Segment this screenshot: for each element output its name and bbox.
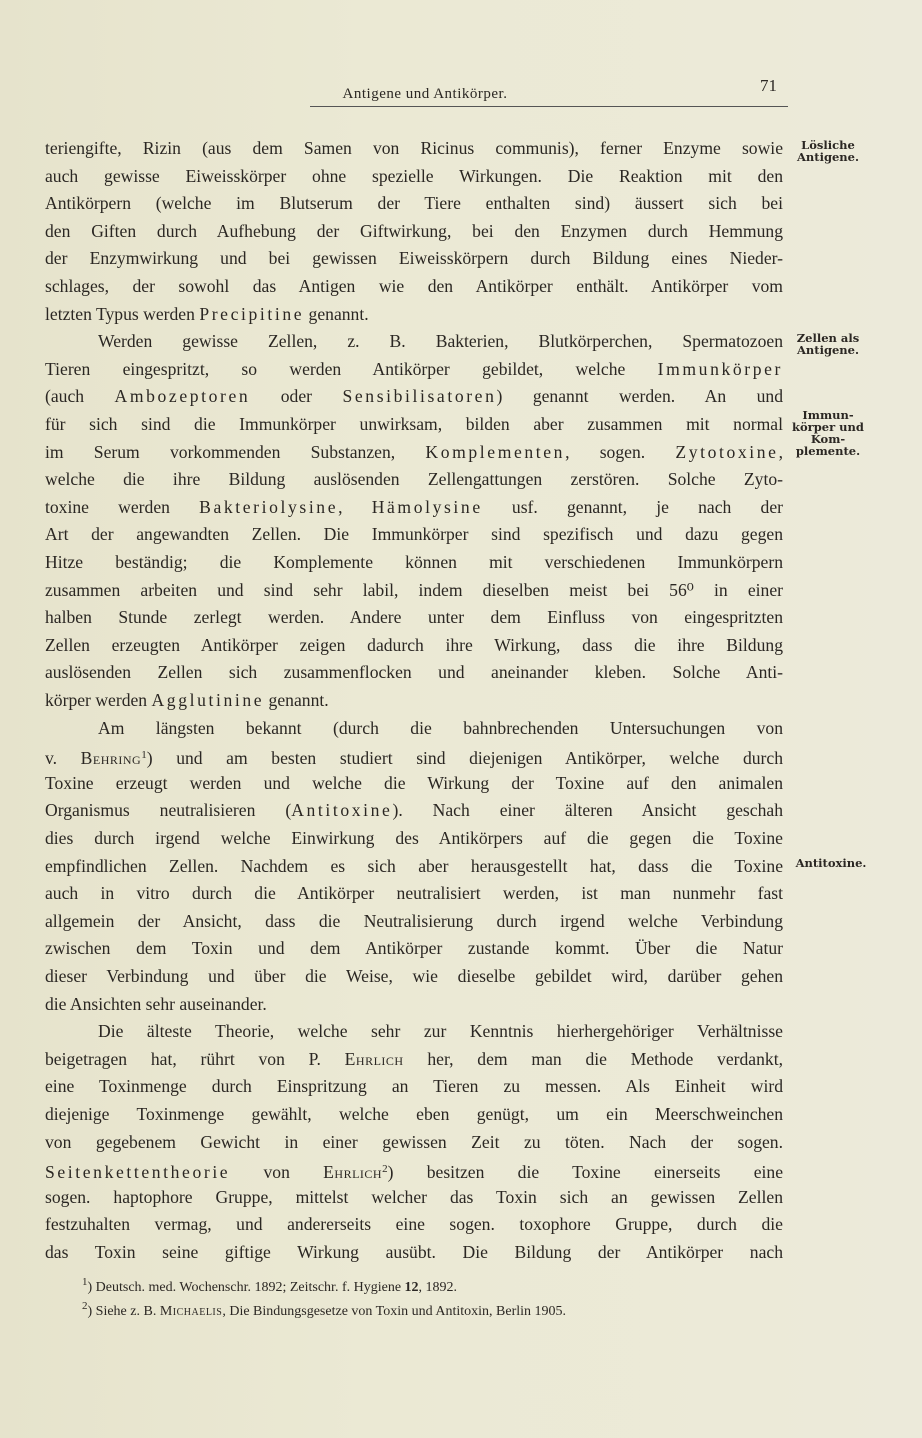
body-line [45,1103,783,1125]
text-run: ) genannt werden. An und [496,386,784,407]
text-run: (auch [45,386,115,407]
text-run: allgemein der Ansicht, dass die Neutralisierung durch irgend welche Verbindung [45,910,783,931]
text-run: , Die Bindungsgesetze von Toxin und Antitoxin, Berlin 1905. [222,1304,567,1319]
emphasized-term: Seitenkettentheorie [45,1162,231,1183]
author-name: Michaelis [159,1304,223,1319]
text-run: , [338,496,372,517]
text-run: Werden gewisse Zellen, z. B. Bakterien, Blutkörperchen, Spermatozoen [98,331,783,352]
body-line [45,579,783,601]
body-line [45,385,783,407]
text-run: oder [250,386,343,407]
text-run: empfindlichen Zellen. Nachdem es sich aber herausgestellt hat, dass die Toxine [45,855,783,876]
emphasized-term: Agglutinine [151,690,265,710]
body-line [45,1213,783,1235]
text-run: 12 [404,1280,419,1295]
body-line [45,275,783,297]
body-line [45,689,783,711]
text-run: auch gewisse Eiweisskörper ohne spezielle Wirkungen. Die Reaktion mit den [45,165,783,186]
body-line [45,551,783,573]
author-name: Ehrlich [323,1162,383,1183]
page-number: 71 [760,76,777,95]
author-name: Behring [80,748,142,769]
emphasized-term: Antitoxine [291,800,393,821]
body-line [45,910,783,932]
text-run: Art der angewandten Zellen. Die Immunkörper sind spezifisch und dazu gegen [45,524,783,545]
text-run: das Toxin seine giftige Wirkung ausübt. Die Bildung der Antikörper nach [45,1242,783,1262]
body-line [45,413,783,435]
text-run: letzten Typus werden [45,303,200,324]
text-run: zusammen arbeiten und sind sehr labil, indem dieselben meist bei 56⁰ in einer [45,579,783,600]
text-run: die Ansichten sehr auseinander. [45,993,267,1014]
text-run: von gegebenem Gewicht in einer gewissen Zeit zu töten. Nach der sogen. [45,1131,783,1152]
text-run: , sogen. [565,441,676,462]
footnote-marker: 2 [382,1163,388,1176]
text-run: teriengifte, Rizin (aus dem Samen von Ricinus communis), ferner Enzyme sowie [45,138,783,158]
body-line [45,1048,783,1070]
text-run: dies durch irgend welche Einwirkung des Antikörpers auf die gegen die Toxine [45,828,783,848]
footnote-marker: 1 [82,1276,88,1288]
body-line [45,441,783,463]
text-run: ) Deutsch. med. Wochenschr. 1892; Zeitschr. f. Hygiene [87,1280,405,1295]
text-run: beigetragen hat, rührt von P. [45,1048,345,1069]
text-run: ) Siehe z. B. [87,1304,160,1319]
text-run: im Serum vorkommenden Substanzen, [45,441,426,462]
body-line [45,993,783,1015]
text-run: schlages, der sowohl das Antigen wie den Antikörper enthält. Antikörper vom [45,276,783,296]
text-run: , 1892. [418,1280,458,1295]
text-run: Die älteste Theorie, welche sehr zur Kenntnis hierhergehöriger Verhältnisse [98,1021,783,1042]
body-line [45,855,783,877]
text-run: körper werden [45,690,152,710]
text-run: her, dem man die Methode verdankt, [403,1048,783,1069]
emphasized-term: Ambozeptoren [114,386,251,407]
text-run: dieser Verbindung und über die Weise, wie dieselbe gebildet wird, darüber gehen [45,966,783,986]
running-header-title: Antigene und Antikörper. [342,86,508,102]
body-line [45,882,783,904]
text-run: usf. genannt, je nach der [482,496,783,517]
text-run: sogen. haptophore Gruppe, mittelst welcher das Toxin sich an gewissen Zellen [45,1186,783,1207]
body-line [45,661,783,683]
body-line [45,1241,783,1263]
text-run: ) besitzen die Toxine einerseits eine [387,1162,783,1183]
footnote-marker: 2 [82,1300,88,1312]
text-run: Toxine erzeugt werden und welche die Wirkung der Toxine auf den animalen [45,772,783,793]
text-run: Tieren eingespritzt, so werden Antikörper gebildet, welche [45,358,658,379]
text-run: der Enzymwirkung und bei gewissen Eiweisskörpern durch Bildung eines Nieder- [45,248,783,269]
body-line [45,165,783,187]
body-line [45,827,783,849]
text-run: diejenige Toxinmenge gewählt, welche eben genügt, um ein Meerschweinchen [45,1104,783,1124]
emphasized-term: Immunkörper [657,358,783,379]
body-line [45,137,783,159]
text-run: genannt. [304,303,369,324]
margin-note: Lösliche Antigene. [796,138,859,164]
body-line [45,358,783,380]
body-line [45,744,783,769]
emphasized-term: Hämolysine [371,496,483,517]
emphasized-term: Sensibilisatoren [342,386,497,407]
body-line [45,220,783,242]
text-run: ). Nach einer älteren Ansicht geschah [392,800,783,821]
text-run: ) und am besten studiert sind diejenigen Antikörper, welche durch [146,748,783,769]
margin-note: Zellen als Antigene. [796,331,860,358]
body-line [45,1075,783,1097]
text-run: festzuhalten vermag, und andererseits eine sogen. toxophore Gruppe, durch die [45,1214,783,1235]
body-line [45,937,783,959]
emphasized-term: Komplementen [425,441,566,462]
body-line [45,965,783,987]
body-line [45,496,783,518]
body-line [45,1131,783,1153]
text-run: , [778,441,784,462]
text-run: Organismus neutralisieren ( [45,800,292,821]
text-run: zwischen dem Toxin und dem Antikörper zustande kommt. Über die Natur [45,938,783,959]
body-line [45,468,783,490]
footnote [82,1300,566,1320]
text-run: Am längsten bekannt (durch die bahnbrechenden Untersuchungen von [98,717,783,738]
emphasized-term: Zytotoxine [675,441,779,462]
text-run: für sich sind die Immunkörper unwirksam, bilden aber zusammen mit normal [45,414,783,434]
text-run: Hitze beständig; die Komplemente können mit verschiedenen Immunkörpern [45,552,783,572]
body-line [45,247,783,269]
text-run: auslösenden Zellen sich zusammenflocken und aneinander kleben. Solche Anti- [45,662,783,683]
author-name: Ehrlich [344,1048,404,1069]
body-line [45,772,783,794]
body-line [45,1158,783,1183]
text-run: den Giften durch Aufhebung der Giftwirkung, bei den Enzymen durch Hemmung [45,220,783,241]
text-run: genannt. [264,690,329,710]
body-line [98,330,783,352]
text-run: toxine werden [45,496,200,517]
text-run: auch in vitro durch die Antikörper neutralisiert werden, ist man nunmehr fast [45,883,783,904]
body-line [45,192,783,214]
text-run: eine Toxinmenge durch Einspritzung an Tieren zu messen. Als Einheit wird [45,1076,783,1097]
body-line [98,717,783,739]
body-line [45,523,783,545]
emphasized-term: Bakteriolysine [199,496,339,517]
margin-note: Immun- körper und Kom- plemente. [792,408,864,458]
emphasized-term: Precipitine [199,303,305,324]
body-line [45,634,783,656]
body-line [45,606,783,628]
text-run: v. [45,748,81,769]
text-run: von [230,1162,324,1183]
body-line [45,303,783,325]
text-run: halben Stunde zerlegt werden. Andere unter dem Einfluss von eingespritzten [45,607,783,628]
footnote [82,1276,457,1296]
body-line [45,1186,783,1208]
text-run: Zellen erzeugten Antikörper zeigen dadurch ihre Wirkung, dass die ihre Bildung [45,634,783,655]
header-rule [310,106,788,107]
margin-note: Antitoxine. [795,855,867,870]
body-line [45,799,783,821]
footnote-marker: 1 [141,749,147,762]
body-line [98,1020,783,1042]
text-run: welche die ihre Bildung auslösenden Zellengattungen zerstören. Solche Zyto- [45,469,783,490]
text-run: Antikörpern (welche im Blutserum der Tiere enthalten sind) äussert sich bei [45,193,783,214]
